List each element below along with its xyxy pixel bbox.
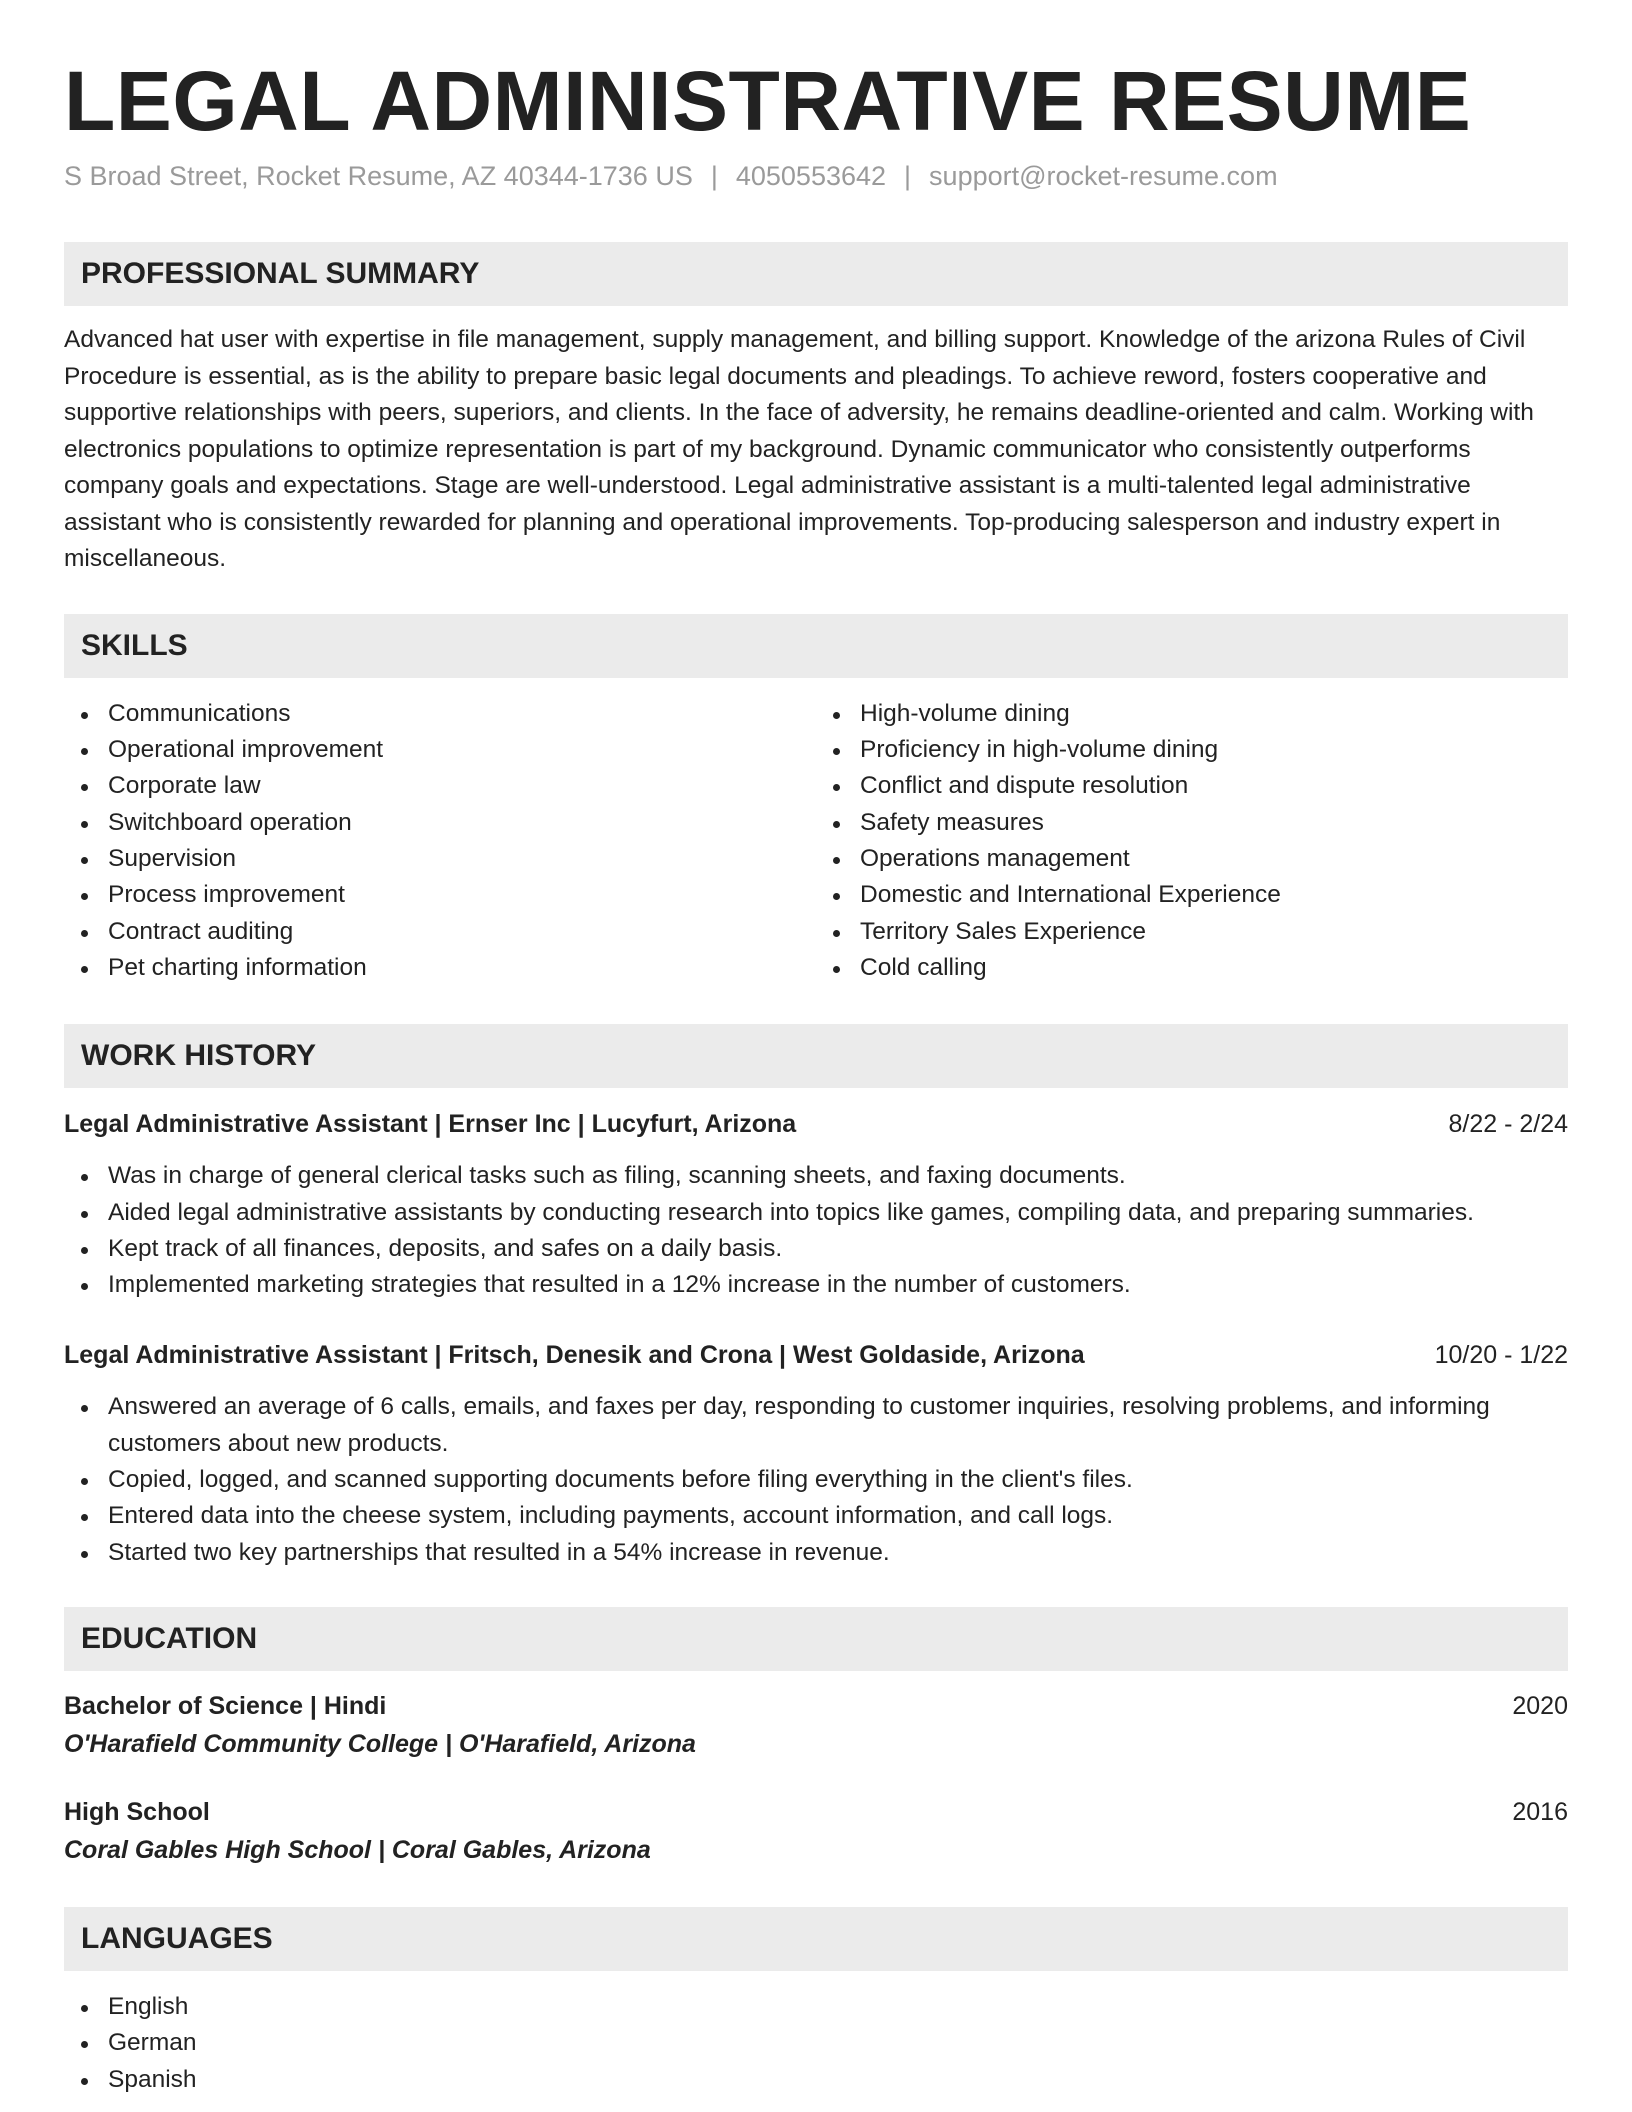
job-bullets bbox=[64, 1389, 1568, 1570]
job-dates: 8/22 - 2/24 bbox=[1448, 1110, 1568, 1139]
section-heading-skills: SKILLS bbox=[64, 614, 1568, 678]
skill-item: Operational improvement bbox=[64, 732, 816, 768]
education-school: O'Harafield Community College | O'Harafield, Arizona bbox=[64, 1729, 696, 1758]
education-school: Coral Gables High School | Coral Gables, Arizona bbox=[64, 1835, 651, 1864]
language-item: English bbox=[64, 1989, 1568, 2025]
resume-title: LEGAL ADMINISTRATIVE RESUME bbox=[64, 54, 1472, 148]
education-entry bbox=[64, 1793, 1568, 1869]
job-entry bbox=[64, 1106, 1568, 1303]
job-bullet: Copied, logged, and scanned supporting documents before filing everything in the client's files. bbox=[64, 1462, 1568, 1498]
skill-item: Cold calling bbox=[816, 950, 1568, 986]
job-bullet: Answered an average of 6 calls, emails, and faxes per day, responding to customer inquiries, resolving problems, and informing customers about new products. bbox=[64, 1389, 1568, 1462]
section-heading-education: EDUCATION bbox=[64, 1607, 1568, 1671]
contact-email: support@rocket-resume.com bbox=[929, 161, 1278, 192]
summary-text: Advanced hat user with expertise in file management, supply management, and billing support. Knowledge of the arizona Rules of Civil Procedure is essential, as is the ability to prepare basic legal documents and pleadings. To achieve reword, fosters cooperative and supportive relationships with peers, superiors, and clients. In the face of adversity, he remains deadline-oriented and calm. Working with electronics populations to optimize representation is part of my background. Dynamic communicator who consistently outperforms company goals and expectations. Stage are well-understood. Legal administrative assistant is a multi-talented legal administrative assistant who is consistently rewarded for planning and operational improvements. Top-producing salesperson and industry expert in miscellaneous. bbox=[64, 326, 1534, 573]
job-bullets bbox=[64, 1158, 1568, 1303]
skill-item: High-volume dining bbox=[816, 696, 1568, 732]
job-header bbox=[64, 1337, 1568, 1373]
job-bullet: Aided legal administrative assistants by conducting research into topics like games, compiling data, and preparing summaries. bbox=[64, 1195, 1568, 1231]
skill-item: Territory Sales Experience bbox=[816, 914, 1568, 950]
languages-list bbox=[64, 1989, 1568, 2098]
skills-grid bbox=[64, 696, 1568, 986]
skill-item: Switchboard operation bbox=[64, 805, 816, 841]
language-item: Spanish bbox=[64, 2062, 1568, 2098]
contact-phone: 4050553642 bbox=[735, 161, 887, 192]
job-bullet: Implemented marketing strategies that resulted in a 12% increase in the number of customers. bbox=[64, 1267, 1568, 1303]
contact-separator: | bbox=[904, 161, 912, 192]
education-entry bbox=[64, 1687, 1568, 1763]
skill-item: Supervision bbox=[64, 841, 816, 877]
education-degree: High School bbox=[64, 1797, 210, 1826]
job-header bbox=[64, 1106, 1568, 1142]
section-heading-summary: PROFESSIONAL SUMMARY bbox=[64, 242, 1568, 306]
skill-item: Conflict and dispute resolution bbox=[816, 768, 1568, 804]
skill-item: Corporate law bbox=[64, 768, 816, 804]
skill-item: Pet charting information bbox=[64, 950, 816, 986]
job-title: Legal Administrative Assistant | Ernser Inc | Lucyfurt, Arizona bbox=[64, 1110, 797, 1139]
section-heading-languages: LANGUAGES bbox=[64, 1907, 1568, 1971]
education-degree: Bachelor of Science | Hindi bbox=[64, 1691, 387, 1720]
contact-separator: | bbox=[710, 161, 718, 192]
language-item: German bbox=[64, 2025, 1568, 2061]
skill-item: Communications bbox=[64, 696, 816, 732]
job-dates: 10/20 - 1/22 bbox=[1434, 1341, 1568, 1370]
skills-list-left bbox=[64, 696, 816, 986]
skill-item: Proficiency in high-volume dining bbox=[816, 732, 1568, 768]
education-header bbox=[64, 1793, 1568, 1831]
job-bullet: Kept track of all finances, deposits, and safes on a daily basis. bbox=[64, 1231, 1568, 1267]
skills-list-right bbox=[816, 696, 1568, 986]
section-heading-work-history: WORK HISTORY bbox=[64, 1024, 1568, 1088]
skill-item: Operations management bbox=[816, 841, 1568, 877]
job-bullet: Was in charge of general clerical tasks such as filing, scanning sheets, and faxing documents. bbox=[64, 1158, 1568, 1194]
education-header bbox=[64, 1687, 1568, 1725]
skills-column-left bbox=[64, 696, 816, 986]
job-bullet: Entered data into the cheese system, including payments, account information, and call logs. bbox=[64, 1498, 1568, 1534]
contact-address: S Broad Street, Rocket Resume, AZ 40344-1736 US bbox=[64, 161, 693, 192]
education-year: 2020 bbox=[1512, 1691, 1568, 1720]
contact-line bbox=[64, 161, 1568, 192]
skill-item: Contract auditing bbox=[64, 914, 816, 950]
job-bullet: Started two key partnerships that resulted in a 54% increase in revenue. bbox=[64, 1535, 1568, 1571]
job-title: Legal Administrative Assistant | Fritsch, Denesik and Crona | West Goldaside, Arizona bbox=[64, 1341, 1085, 1370]
skill-item: Domestic and International Experience bbox=[816, 877, 1568, 913]
skill-item: Process improvement bbox=[64, 877, 816, 913]
job-entry bbox=[64, 1337, 1568, 1570]
skills-column-right bbox=[816, 696, 1568, 986]
education-year: 2016 bbox=[1512, 1797, 1568, 1826]
skill-item: Safety measures bbox=[816, 805, 1568, 841]
